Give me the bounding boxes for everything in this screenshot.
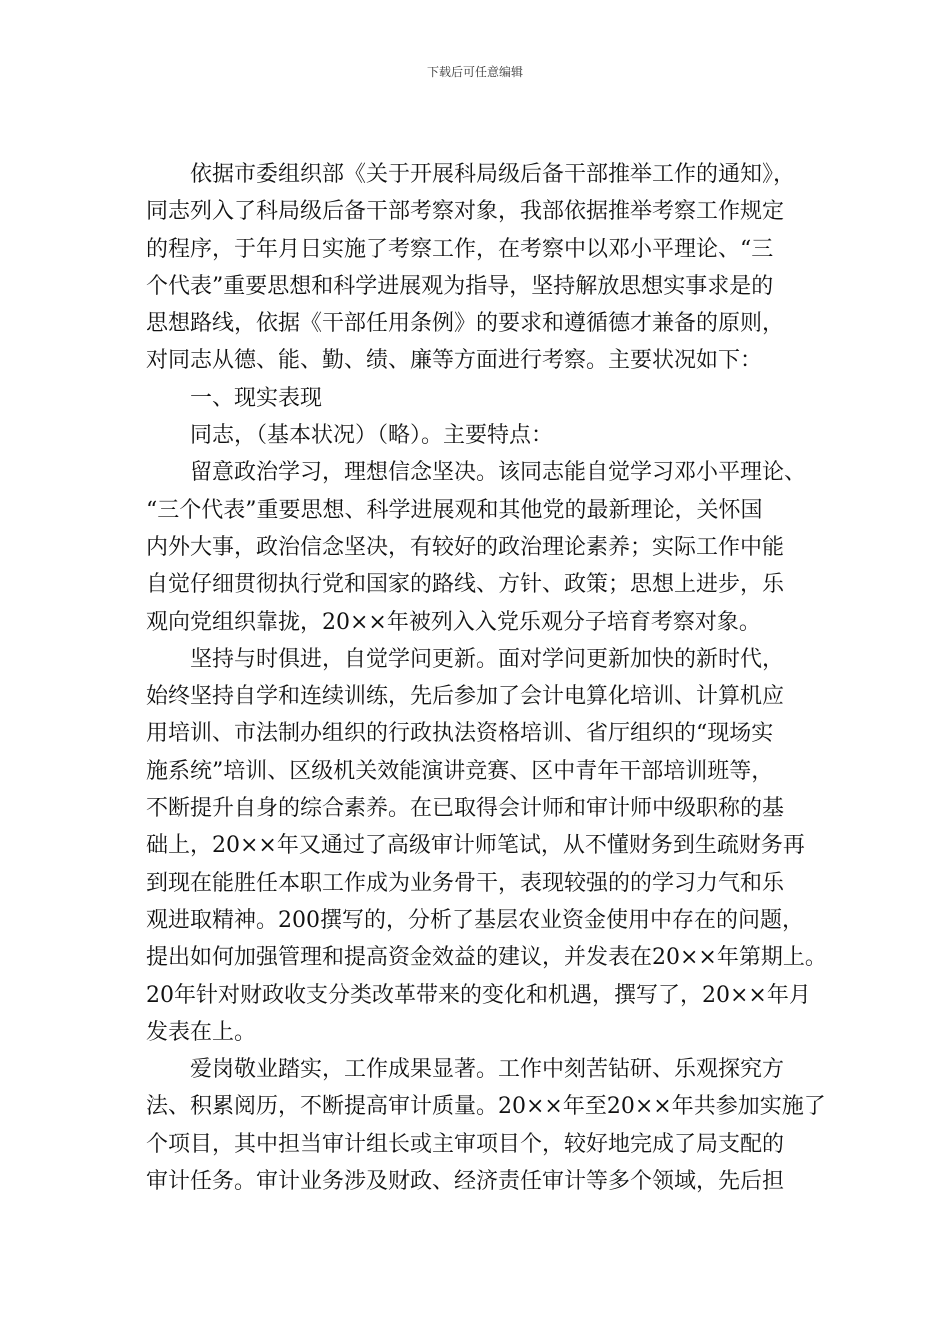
paragraph-line: 础上，20××年又通过了高级审计师笔试，从不懂财务到生疏财务再 — [146, 833, 805, 859]
paragraph-line: 个项目，其中担当审计组长或主审项目个，较好地完成了局支配的 — [146, 1131, 785, 1157]
section-heading: 一、现实表现 — [190, 385, 323, 411]
paragraph-line: 的程序，于年月日实施了考察工作，在考察中以邓小平理论、“三 — [146, 236, 774, 262]
paragraph-line: 始终坚持自学和连续训练，先后参加了会计电算化培训、计算机应 — [146, 684, 785, 710]
paragraph-line: 依据市委组织部《关于开展科局级后备干部推举工作的通知》， — [190, 162, 796, 187]
paragraph-line: 发表在上。 — [146, 1019, 257, 1045]
paragraph-line: 施系统”培训、区级机关效能演讲竞赛、区中青年干部培训班等， — [146, 758, 774, 784]
paragraph-line: 观向党组织靠拢，20××年被列入入党乐观分子培育考察对象。 — [146, 609, 761, 635]
paragraph-line: 内外大事，政治信念坚决，有较好的政治理论素养；实际工作中能 — [146, 534, 785, 560]
paragraph-line: 审计任务。审计业务涉及财政、经济责任审计等多个领域，先后担 — [146, 1169, 785, 1195]
paragraph-line: 到现在能胜任本职工作成为业务骨干，表现较强的的学习力气和乐 — [146, 870, 785, 896]
paragraph-line: 观进取精神。200撰写的，分析了基层农业资金使用中存在的问题， — [146, 907, 804, 933]
paragraph-line: “三个代表”重要思想、科学进展观和其他党的最新理论，关怀国 — [146, 497, 763, 523]
paragraph-line: 法、积累阅历，不断提高审计质量。20××年至20××年共参加实施了 — [146, 1094, 826, 1120]
paragraph-line: 思想路线，依据《干部任用条例》的要求和遵循德才兼备的原则， — [146, 311, 785, 337]
paragraph-line: 用培训、市法制办组织的行政执法资格培训、省厅组织的“现场实 — [146, 721, 774, 747]
paragraph-line: 同志，（基本状况）（略）。主要特点： — [190, 423, 554, 449]
paragraph-line: 提出如何加强管理和提高资金效益的建议，并发表在20××年第期上。 — [146, 945, 827, 971]
paragraph-line: 20年针对财政收支分类改革带来的变化和机遇，撰写了，20××年月 — [146, 982, 811, 1008]
paragraph-line: 坚持与时俱进，自觉学问更新。面对学问更新加快的新时代， — [190, 646, 785, 672]
paragraph-line: 爱岗敬业踏实，工作成果显著。工作中刻苦钻研、乐观探究方 — [190, 1057, 785, 1083]
paragraph-line: 同志列入了科局级后备干部考察对象，我部依据推举考察工作规定 — [146, 199, 785, 225]
paragraph-line: 自觉仔细贯彻执行党和国家的路线、方针、政策；思想上进步，乐 — [146, 572, 785, 598]
paragraph-line: 对同志从德、能、勤、绩、廉等方面进行考察。主要状况如下： — [146, 348, 763, 374]
paragraph-line: 不断提升自身的综合素养。在已取得会计师和审计师中级职称的基 — [146, 796, 785, 822]
paragraph-line: 个代表”重要思想和科学进展观为指导，坚持解放思想实事求是的 — [146, 273, 774, 299]
document-body — [146, 156, 827, 1200]
page-header-note: 下载后可任意编辑 — [426, 65, 523, 79]
paragraph-line: 留意政治学习，理想信念坚决。该同志能自觉学习邓小平理论、 — [190, 460, 807, 486]
